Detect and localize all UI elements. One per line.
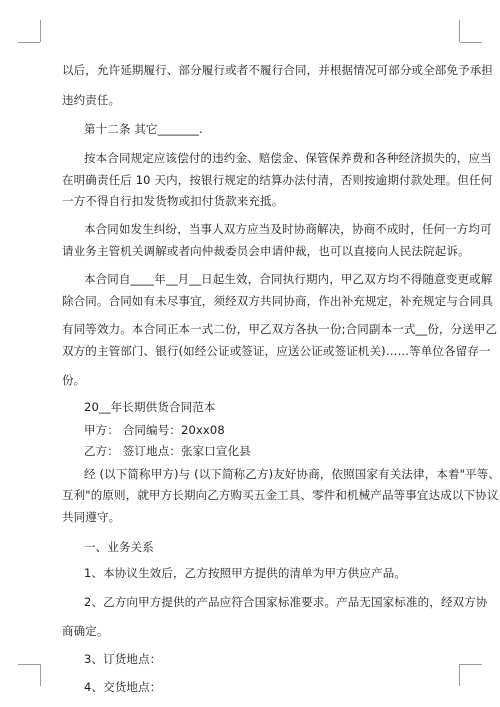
text-line: 甲方： 合同编号：20xx08 — [84, 423, 225, 437]
text-line: 1、本协议生效后，乙方按照甲方提供的清单为甲方供应产品。 — [84, 566, 407, 580]
text-line: 本合同自____年__月__日起生效，合同执行期内，甲乙双方均不得随意变更或解 — [84, 272, 493, 286]
crop-mark-top-right-v — [459, 20, 460, 42]
text-line: 份。 — [62, 373, 86, 387]
text-line: 请业务主管机关调解或者向仲裁委员会申请仲裁，也可以直接向人民法院起诉。 — [62, 244, 470, 258]
text-line: 一方不得自行扣发货物或扣付货款来充抵。 — [62, 194, 284, 208]
text-line: 经 (以下简称甲方)与 (以下简称乙方)友好协商，依照国家有关法律，本着"平等、 — [84, 467, 500, 481]
text-line: 除合同。合同如有未尽事宜，须经双方共同协商，作出补充规定，补充规定与合同具 — [62, 294, 494, 308]
text-line: 有同等效力。本合同正本一式二份，甲乙双方各执一份;合同副本一式__份，分送甲乙 — [62, 322, 498, 336]
text-line: 2、乙方向甲方提供的产品应符合国家标准要求。产品无国家标准的，经双方协 — [84, 595, 488, 609]
text-line: 按本合同规定应该偿付的违约金、赔偿金、保管保养费和各种经济损失的，应当 — [84, 151, 492, 165]
crop-mark-bottom-left-h — [18, 664, 40, 665]
text-line: 本合同如发生纠纷，当事人双方应当及时协商解决，协商不成时，任何一方均可 — [84, 222, 492, 236]
text-line: 3、订货地点： — [84, 652, 162, 666]
text-line: 20__年长期供货合同范本 — [84, 400, 216, 414]
text-line: 以后，允许延期履行、部分履行或者不履行合同，并根据情况可部分或全部免予承担 — [62, 63, 494, 77]
crop-mark-top-left-v — [40, 20, 41, 42]
text-line: 违约责任。 — [62, 93, 121, 107]
text-line: 共同遵守。 — [62, 510, 121, 524]
text-line: 4、交货地点： — [84, 680, 162, 694]
crop-mark-top-right-h — [460, 42, 482, 43]
text-line: 一、业务关系 — [84, 540, 154, 554]
text-line: 商确定。 — [62, 624, 109, 638]
crop-mark-bottom-left-v — [40, 664, 41, 686]
text-line: 在明确责任后 10 天内，按银行规定的结算办法付清，否则按逾期付款处理。但任何 — [62, 173, 493, 187]
text-line: 双方的主管部门、银行(如经公证或签证，应送公证或签证机关)……等单位各留存一 — [62, 344, 491, 358]
text-line: 乙方： 签订地点：张家口宣化县 — [84, 444, 251, 458]
text-line: 第十二条 其它_______. — [84, 122, 203, 136]
crop-mark-top-left-h — [18, 42, 40, 43]
text-line: 互利"的原则，就甲方长期向乙方购买五金工具、零件和机械产品等事宜达成以下协议 — [62, 488, 499, 502]
